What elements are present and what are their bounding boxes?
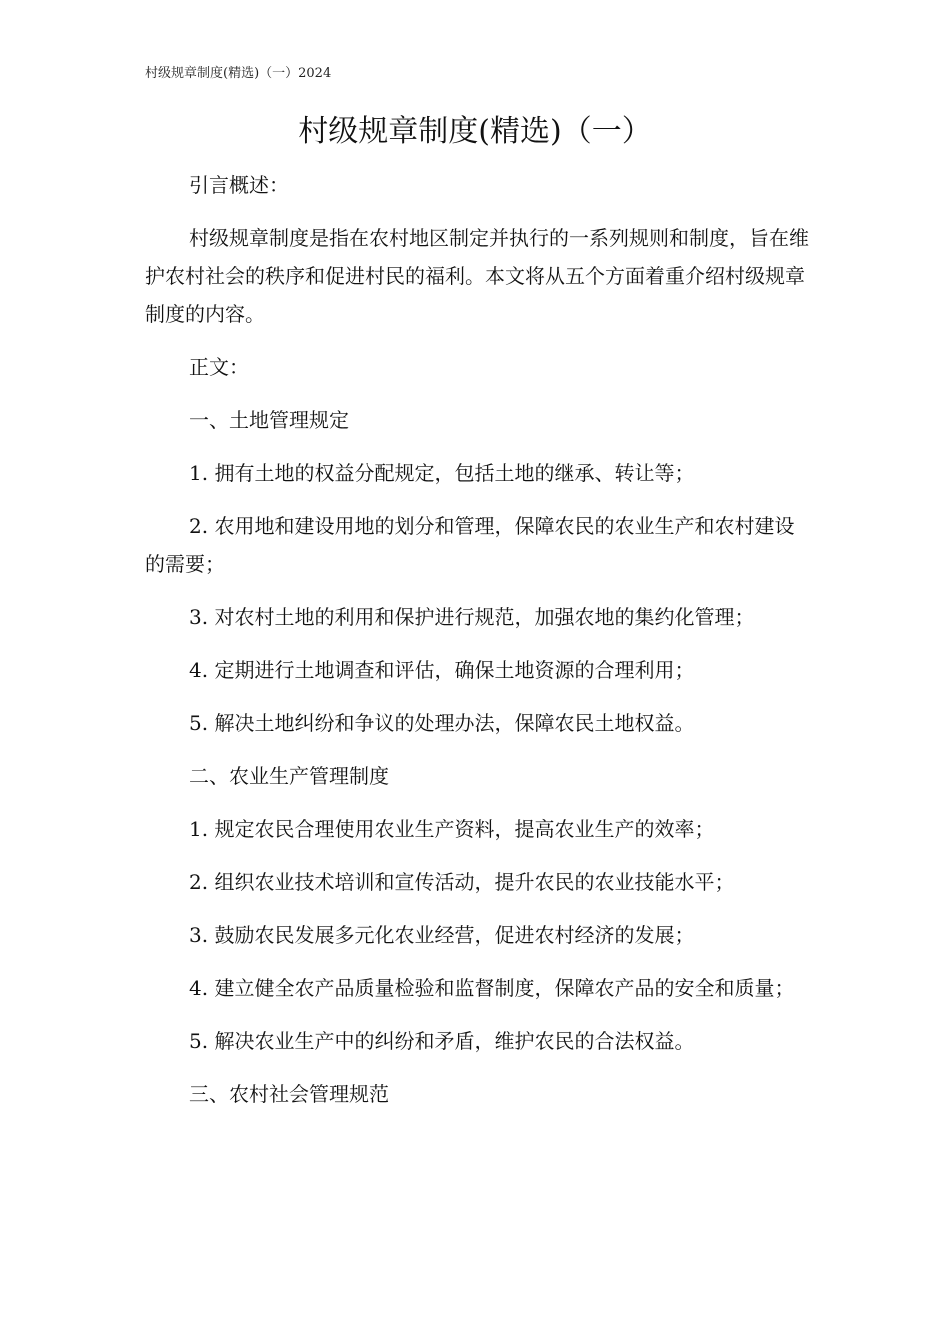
document-body [145,166,810,1128]
list-item: 3. 鼓励农民发展多元化农业经营，促进农村经济的发展； [189,923,695,947]
section-heading-2: 二、农业生产管理制度 [189,764,389,788]
list-item: 2. 组织农业技术培训和宣传活动，提升农民的农业技能水平； [189,870,735,894]
list-item: 4. 定期进行土地调查和评估，确保土地资源的合理利用； [189,658,695,682]
section-heading-1: 一、土地管理规定 [189,408,349,432]
list-item: 1. 拥有土地的权益分配规定，包括土地的继承、转让等； [189,461,695,485]
document-title: 村级规章制度(精选)（一） [298,114,652,149]
list-item: 5. 解决农业生产中的纠纷和矛盾，维护农民的合法权益。 [189,1029,695,1053]
paragraph-intro: 村级规章制度是指在农村地区制定并执行的一系列规则和制度，旨在维护农村社会的秩序和促进村民的福利。本文将从五个方面着重介绍村级规章制度的内容。 [145,226,809,326]
running-header: 村级规章制度(精选)（一）2024 [145,66,332,81]
list-item: 2. 农用地和建设用地的划分和管理，保障农民的农业生产和农村建设的需要； [145,514,795,576]
paragraph-body-heading: 正文： [189,355,249,379]
section-heading-3: 三、农村社会管理规范 [189,1082,389,1106]
paragraph-intro-heading: 引言概述： [189,173,289,197]
list-item: 3. 对农村土地的利用和保护进行规范，加强农地的集约化管理； [189,605,755,629]
list-item: 1. 规定农民合理使用农业生产资料，提高农业生产的效率； [189,817,715,841]
list-item: 5. 解决土地纠纷和争议的处理办法，保障农民土地权益。 [189,711,695,735]
list-item: 4. 建立健全农产品质量检验和监督制度，保障农产品的安全和质量； [189,976,795,1000]
